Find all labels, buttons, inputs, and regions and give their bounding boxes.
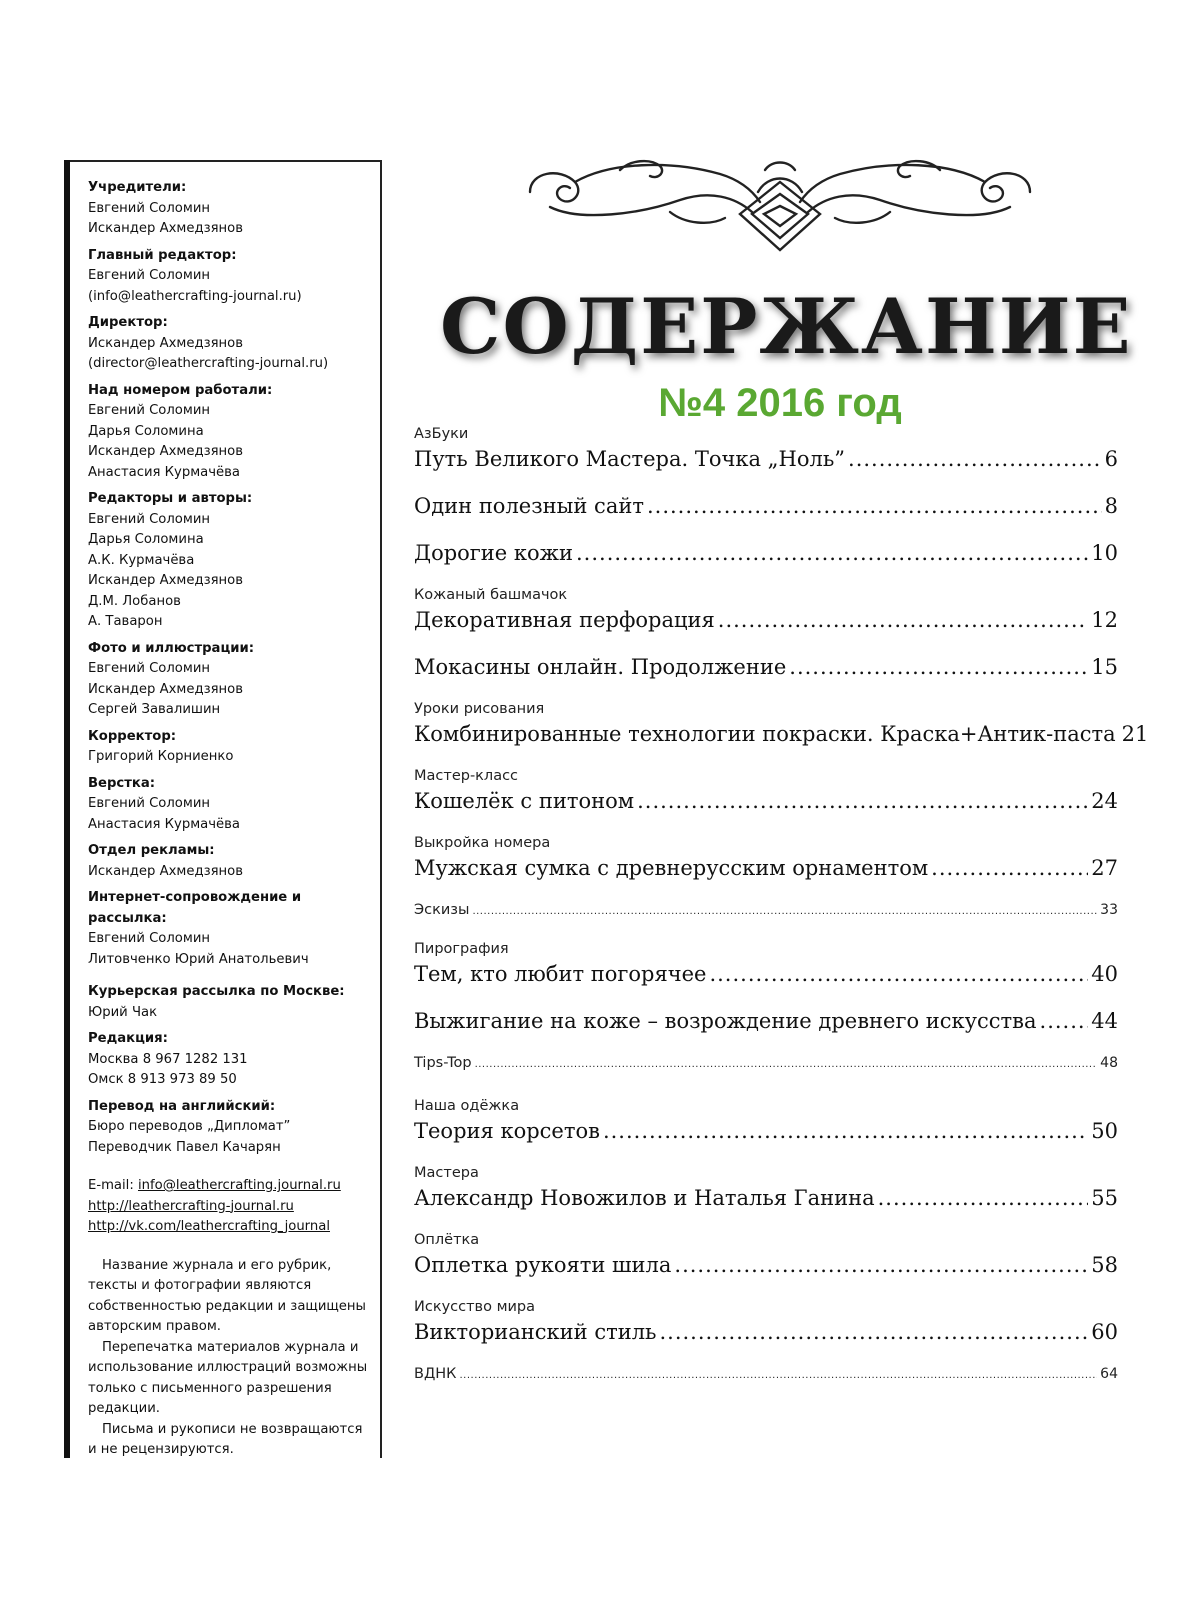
credits-heading: Курьерская рассылка по Москве: bbox=[88, 984, 345, 999]
toc-leader bbox=[603, 1116, 1088, 1146]
toc-entry-title: Комбинированные технологии покраски. Краска+Антик-паста bbox=[414, 722, 1116, 746]
credits-line: Евгений Соломин bbox=[88, 511, 211, 527]
toc-entry-title: Один полезный сайт bbox=[414, 494, 644, 518]
legal-notes bbox=[88, 1256, 372, 1461]
credits-heading: Фото и иллюстрации: bbox=[88, 640, 254, 656]
credits-line: Бюро переводов „Дипломат” bbox=[88, 1119, 291, 1134]
credits-line: Омск 8 913 973 89 50 bbox=[88, 1072, 237, 1087]
toc-leader bbox=[674, 1250, 1088, 1280]
toc-page-number: 10 bbox=[1091, 541, 1118, 565]
toc-section: Кожаный башмачок bbox=[414, 587, 568, 603]
toc-spacer bbox=[414, 1280, 1118, 1297]
toc-page-number: 24 bbox=[1091, 789, 1118, 813]
toc-spacer bbox=[414, 568, 1118, 585]
credits-line: Евгений Соломин bbox=[88, 200, 211, 216]
toc-spacer bbox=[414, 1075, 1118, 1096]
credits-line: Искандер Ахмедзянов bbox=[88, 335, 243, 351]
toc-entry[interactable] bbox=[414, 1053, 1118, 1075]
toc-entry-title: Tips-Top bbox=[414, 1055, 472, 1071]
toc-leader bbox=[459, 1366, 1097, 1386]
credits-groups bbox=[88, 178, 372, 1158]
credits-heading: Отдел рекламы: bbox=[88, 843, 215, 858]
toc-section: Наша одёжка bbox=[414, 1098, 520, 1114]
credits-line: Анастасия Курмачёва bbox=[88, 464, 241, 480]
toc-page-number: 21 bbox=[1121, 722, 1149, 746]
toc-entry[interactable] bbox=[414, 900, 1118, 922]
credits-line: Искандер Ахмедзянов bbox=[88, 681, 243, 697]
toc-page-number: 12 bbox=[1091, 608, 1118, 632]
toc-entry-title: Кошелёк с питоном bbox=[414, 789, 635, 813]
toc-leader bbox=[1040, 1006, 1089, 1036]
toc-entry[interactable] bbox=[414, 1317, 1118, 1347]
toc-spacer bbox=[414, 1347, 1118, 1364]
toc-entry-title: ВДНК bbox=[414, 1366, 457, 1382]
credits-group bbox=[88, 982, 372, 1023]
credits-group bbox=[88, 774, 372, 836]
toc-entry[interactable] bbox=[414, 444, 1118, 474]
credits-line: Анастасия Курмачёва bbox=[88, 816, 241, 832]
toc-entry-title: Тем, кто любит погорячее bbox=[414, 962, 707, 986]
legal-note: Перепечатка материалов журнала и использование иллюстраций возможны только с письменного разрешения редакции. bbox=[88, 1339, 368, 1416]
toc-page-number: 6 bbox=[1104, 447, 1118, 471]
credits-heading: Главный редактор: bbox=[88, 247, 237, 263]
toc-leader bbox=[878, 1183, 1089, 1213]
credits-line: Искандер Ахмедзянов bbox=[88, 444, 243, 459]
credits-line: Евгений Соломин bbox=[88, 796, 211, 811]
credits-line: Сергей Завалишин bbox=[88, 702, 221, 717]
toc-entry-title: Мокасины онлайн. Продолжение bbox=[414, 655, 787, 679]
credits-group bbox=[88, 313, 372, 375]
toc-page-number: 58 bbox=[1091, 1253, 1118, 1277]
toc-entry-title: Выжигание на коже – возрождение древнего искусства bbox=[414, 1009, 1037, 1033]
toc-leader bbox=[789, 652, 1088, 682]
toc-entry-title: Дорогие кожи bbox=[414, 541, 573, 565]
credits-group bbox=[88, 178, 372, 240]
email-link[interactable]: info@leathercrafting.journal.ru bbox=[137, 1178, 341, 1193]
page-title: СОДЕРЖАНИЕ bbox=[440, 282, 1133, 371]
toc-section: Мастера bbox=[414, 1165, 479, 1181]
toc-leader bbox=[576, 538, 1088, 568]
credits-line: Евгений Соломин bbox=[88, 931, 211, 946]
toc-leader bbox=[637, 786, 1088, 816]
toc-entry[interactable] bbox=[414, 719, 1149, 749]
issue-number: №4 2016 год bbox=[658, 381, 902, 425]
credits-line: Искандер Ахмедзянов bbox=[88, 863, 243, 879]
toc-entry[interactable] bbox=[414, 605, 1118, 635]
toc-entry[interactable] bbox=[414, 538, 1118, 568]
toc-entry-title: Мужская сумка с древнерусским орнаментом bbox=[414, 856, 929, 880]
toc-leader bbox=[659, 1317, 1088, 1347]
credits-heading: Перевод на английский: bbox=[88, 1098, 276, 1114]
credits-line: Дарья Соломина bbox=[88, 423, 204, 439]
toc-leader bbox=[931, 853, 1088, 883]
credits-line: А.К. Курмачёва bbox=[88, 552, 195, 568]
toc-page-number: 40 bbox=[1091, 962, 1118, 986]
credits-line: Д.М. Лобанов bbox=[88, 593, 181, 609]
toc-entry-title: Декоративная перфорация bbox=[414, 608, 715, 632]
credits-heading: Интернет-сопровождение и рассылка: bbox=[88, 890, 302, 926]
toc-entry-title: Теория корсетов bbox=[414, 1119, 600, 1143]
toc-section: Пирография bbox=[414, 941, 509, 957]
toc-entry-title: Оплетка рукояти шила bbox=[414, 1253, 672, 1277]
credits-heading: Редакторы и авторы: bbox=[88, 491, 253, 506]
toc-entry-title: Эскизы bbox=[414, 902, 470, 918]
table-of-contents bbox=[414, 424, 1149, 1386]
credits-line: (info@leathercrafting-journal.ru) bbox=[88, 288, 302, 304]
credits-group bbox=[88, 727, 372, 768]
toc-leader bbox=[475, 1055, 1098, 1075]
toc-section: АзБуки bbox=[414, 426, 469, 442]
toc-section: Искусство мира bbox=[414, 1299, 536, 1315]
toc-entry[interactable] bbox=[414, 1250, 1118, 1280]
toc-spacer bbox=[414, 883, 1118, 900]
toc-entry[interactable] bbox=[414, 1364, 1118, 1386]
credits-group bbox=[88, 1029, 372, 1091]
toc-entry[interactable] bbox=[414, 652, 1118, 682]
credits-line: Евгений Соломин bbox=[88, 403, 211, 418]
toc-page-number: 44 bbox=[1091, 1009, 1118, 1033]
toc-spacer bbox=[414, 1213, 1118, 1230]
credits-group bbox=[88, 1097, 372, 1159]
toc-leader bbox=[709, 959, 1088, 989]
credits-group bbox=[88, 888, 372, 970]
credits-line: А. Таварон bbox=[88, 614, 163, 629]
toc-entry[interactable] bbox=[414, 853, 1118, 883]
toc-page-number: 33 bbox=[1100, 902, 1118, 918]
credits-line: Искандер Ахмедзянов bbox=[88, 221, 243, 236]
credits-line: Евгений Соломин bbox=[88, 661, 211, 676]
credits-line: Литовченко Юрий Анатольевич bbox=[88, 951, 309, 967]
toc-entry-title: Александр Новожилов и Наталья Ганина bbox=[414, 1186, 875, 1210]
toc-leader bbox=[848, 444, 1102, 474]
toc-leader bbox=[472, 902, 1097, 922]
toc-leader bbox=[718, 605, 1088, 635]
toc-page-number: 15 bbox=[1091, 655, 1118, 679]
toc-section: Мастер-класс bbox=[414, 768, 519, 784]
toc-section: Выкройка номера bbox=[414, 835, 551, 851]
vk-link[interactable]: http://vk.com/leathercrafting_journal bbox=[88, 1219, 330, 1234]
toc-page-number: 60 bbox=[1091, 1320, 1118, 1344]
credits-heading: Редакция: bbox=[88, 1031, 168, 1046]
toc-page-number: 8 bbox=[1104, 494, 1118, 518]
credits-line: Григорий Корниенко bbox=[88, 749, 234, 764]
credits-group bbox=[88, 841, 372, 882]
credits-group bbox=[88, 246, 372, 308]
toc-spacer bbox=[414, 989, 1118, 1006]
toc-spacer bbox=[414, 521, 1118, 538]
toc-spacer bbox=[414, 635, 1118, 652]
toc-spacer bbox=[414, 816, 1118, 833]
toc-spacer bbox=[414, 749, 1118, 766]
toc-spacer bbox=[414, 474, 1118, 491]
toc-spacer bbox=[414, 1146, 1118, 1163]
contacts bbox=[88, 1176, 372, 1238]
toc-entry-title: Викторианский стиль bbox=[414, 1320, 657, 1344]
credits-heading: Над номером работали: bbox=[88, 382, 273, 398]
credits-line: Евгений Соломин bbox=[88, 268, 211, 283]
toc-entry[interactable] bbox=[414, 1116, 1118, 1146]
toc-spacer bbox=[414, 922, 1118, 939]
toc-entry[interactable] bbox=[414, 1183, 1118, 1213]
legal-note: Название журнала и его рубрик, тексты и фотографии являются собственностью редакции и защищены авторским правом. bbox=[88, 1257, 366, 1334]
toc-page-number: 27 bbox=[1091, 856, 1118, 880]
toc-entry[interactable] bbox=[414, 1006, 1118, 1036]
credits-heading: Корректор: bbox=[88, 728, 177, 744]
toc-page-number: 64 bbox=[1100, 1366, 1118, 1382]
email-label: E-mail: bbox=[88, 1178, 138, 1193]
toc-section: Уроки рисования bbox=[414, 701, 545, 717]
credits-group bbox=[88, 639, 372, 721]
toc-spacer bbox=[414, 682, 1118, 699]
credits-heading: Учредители: bbox=[88, 180, 187, 195]
credits-box bbox=[70, 160, 382, 1458]
legal-note: Письма и рукописи не возвращаются и не рецензируются. bbox=[88, 1421, 363, 1457]
toc-leader bbox=[647, 491, 1102, 521]
toc-entry[interactable] bbox=[414, 786, 1118, 816]
toc-spacer bbox=[414, 1036, 1118, 1053]
credits-line: (director@leathercrafting-journal.ru) bbox=[88, 356, 329, 371]
credits-heading: Верстка: bbox=[88, 775, 156, 791]
site-link[interactable]: http://leathercrafting-journal.ru bbox=[88, 1198, 294, 1214]
credits-line: Искандер Ахмедзянов bbox=[88, 573, 243, 588]
credits-line: Дарья Соломина bbox=[88, 532, 204, 547]
credits-heading: Директор: bbox=[88, 315, 168, 330]
toc-page-number: 48 bbox=[1100, 1055, 1118, 1071]
toc-entry[interactable] bbox=[414, 491, 1118, 521]
toc-page-number: 55 bbox=[1091, 1186, 1118, 1210]
credits-line: Переводчик Павел Качарян bbox=[88, 1139, 281, 1155]
credits-group bbox=[88, 381, 372, 484]
credits-line: Юрий Чак bbox=[88, 1004, 158, 1020]
toc-page-number: 50 bbox=[1091, 1119, 1118, 1143]
credits-group bbox=[88, 489, 372, 633]
toc-entry-title: Путь Великого Мастера. Точка „Ноль” bbox=[414, 447, 846, 471]
toc-entry[interactable] bbox=[414, 959, 1118, 989]
ornament-icon bbox=[520, 152, 1040, 262]
toc-section: Оплётка bbox=[414, 1232, 480, 1248]
credits-line: Москва 8 967 1282 131 bbox=[88, 1051, 248, 1067]
